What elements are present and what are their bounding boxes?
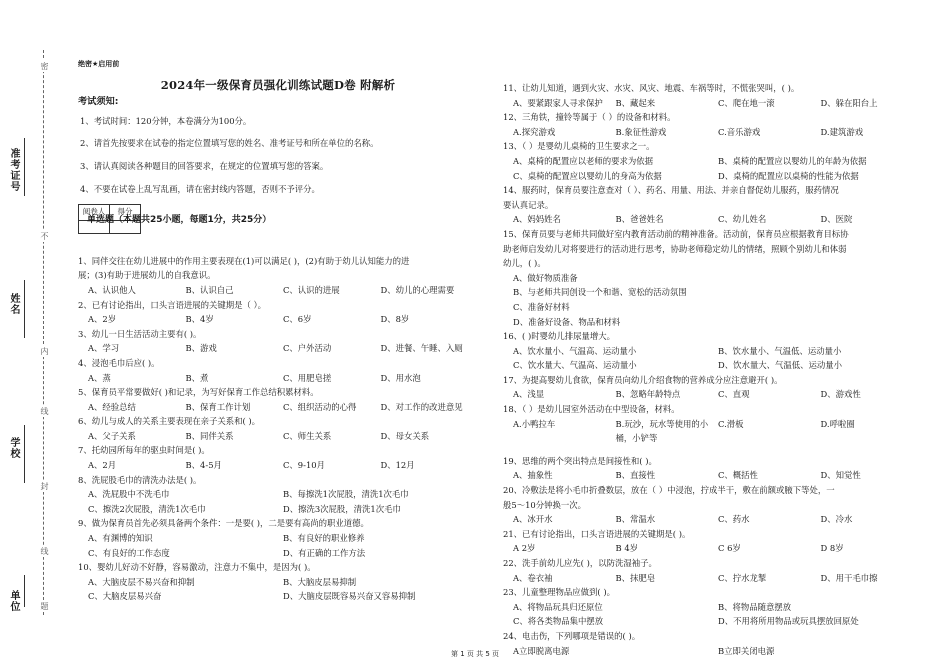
answer-option[interactable]: B、直接性	[615, 470, 656, 481]
answer-option[interactable]: D、进餐、午睡、入厕	[380, 343, 463, 354]
answer-option[interactable]: A、桌椅的配置应以老师的要求为依据	[513, 155, 654, 166]
question-item	[78, 560, 478, 604]
question-stem: 6、幼儿与成人的关系主要表现在亲子关系和( )。	[78, 416, 261, 427]
answer-option[interactable]: B、有良好的职业修养	[283, 533, 365, 544]
grader-label: 阅卷人	[79, 205, 110, 221]
answer-option[interactable]: A、大脑皮层不易兴奋和抑制	[88, 576, 195, 587]
question-stem: 13、（ ）是婴幼儿桌椅的卫生要求之一。	[503, 141, 655, 152]
answer-option[interactable]: B、爸爸姓名	[615, 214, 664, 225]
answer-option[interactable]: A、要紧跟家人寻求保护	[513, 97, 603, 108]
answer-option[interactable]: D.呼啦圈	[820, 418, 855, 429]
question-item	[78, 327, 478, 356]
answer-option[interactable]: A立即脱离电源	[513, 645, 570, 656]
question-stem: 3、幼儿一日生活活动主要有( )。	[78, 328, 202, 339]
option-row	[503, 571, 923, 586]
answer-option[interactable]: A、认识他人	[88, 284, 136, 295]
answer-option[interactable]: A、妈妈姓名	[513, 214, 561, 225]
question-stem: 23、儿童整理物品应做到( )。	[503, 587, 615, 598]
option-row	[503, 96, 923, 111]
answer-option[interactable]: B、与老师共同创设一个和谐、宽松的活动氛围	[513, 287, 687, 298]
option-row	[78, 283, 478, 298]
unit-underline	[24, 575, 25, 607]
answer-option[interactable]: C、桌椅的配置应以婴幼儿的身高为依据	[513, 170, 662, 181]
option-row	[503, 358, 923, 373]
answer-option[interactable]: A、做好物质准备	[513, 272, 578, 283]
answer-option[interactable]: B、大脑皮层易抑制	[283, 576, 357, 587]
answer-option[interactable]: B、认识自己	[185, 284, 234, 295]
answer-option[interactable]: B、每擦洗1次屁股，清洗1次毛巾	[283, 489, 409, 500]
score-label: 得分	[110, 205, 141, 221]
answer-option[interactable]: B立即关闭电源	[718, 645, 775, 656]
seal-mark: 封	[40, 482, 49, 490]
option-row	[503, 541, 923, 556]
answer-option[interactable]: A、父子关系	[88, 430, 136, 441]
question-item	[78, 443, 478, 472]
question-item	[503, 183, 923, 227]
answer-option[interactable]: A、浅显	[513, 389, 545, 400]
answer-option[interactable]: B 4岁	[615, 543, 639, 554]
option-row	[503, 387, 923, 402]
answer-option[interactable]: B、将物品随意摆放	[718, 601, 792, 612]
option-row	[503, 154, 923, 169]
question-item	[78, 414, 478, 443]
question-stem: 14、服药时，保育员要注意查对（ ）、药名、用量、用法、并亲自督促幼儿服药，服药情况	[503, 185, 839, 196]
question-stem: 21、已有讨论指出，口头言语进展的关键期是( )。	[503, 528, 691, 539]
question-item	[78, 473, 478, 517]
question-stem: 9、做为保育员首先必须具备两个条件：一是要( )，二是要有高尚的职业道德。	[78, 518, 369, 529]
question-stem: 1、同伴交往在幼儿进展中的作用主要表现在(1)可以满足( )，(2)有助于幼儿认知能力的进	[78, 255, 410, 266]
answer-option[interactable]: C、6岁	[283, 314, 312, 325]
school-underline	[24, 425, 25, 483]
question-item	[78, 356, 478, 385]
answer-option[interactable]: C、直观	[718, 389, 750, 400]
question-stem: 17、为提高婴幼儿食欲，保育员向幼儿介绍食物的营养成分应注意避开( )。	[503, 374, 783, 385]
exam-notes	[78, 114, 478, 196]
question-stem: 2、已有讨论指出，口头言语进展的关键期是（ ）。	[78, 299, 267, 310]
option-row	[503, 300, 923, 315]
answer-option[interactable]: B.玩沙，玩水等使用的小桶，小铲等	[615, 418, 709, 444]
answer-option[interactable]: A、经验总结	[88, 401, 136, 412]
answer-option[interactable]: C、将各类物品集中摆放	[513, 616, 604, 627]
question-item	[78, 298, 478, 327]
answer-option[interactable]: D 8岁	[820, 543, 844, 554]
answer-option[interactable]: A、卷衣袖	[513, 572, 553, 583]
answer-option[interactable]: B、4岁	[185, 314, 214, 325]
seal-mark: 线	[40, 547, 49, 555]
answer-option[interactable]: C、概括性	[718, 470, 758, 481]
answer-option[interactable]: C、饮水量大、气温高、运动量小	[513, 360, 637, 371]
question-item	[503, 454, 923, 483]
answer-option[interactable]: A、2岁	[88, 314, 117, 325]
answer-option[interactable]: A、冰开水	[513, 514, 553, 525]
answer-option[interactable]: D、12月	[380, 460, 415, 471]
question-stem: 16、( )时婴幼儿排尿量增大。	[503, 331, 615, 342]
answer-option[interactable]: A、2月	[88, 460, 117, 471]
question-item	[78, 254, 478, 298]
seal-mark: 密	[40, 62, 49, 70]
answer-option[interactable]: A、学习	[88, 343, 120, 354]
answer-option[interactable]: D、幼儿的心理需要	[380, 284, 455, 295]
answer-option[interactable]: D、知觉性	[820, 470, 861, 481]
option-row	[503, 285, 923, 300]
binding-margin	[0, 0, 60, 671]
option-row	[503, 212, 923, 227]
answer-option[interactable]: C 6岁	[718, 543, 741, 554]
question-stem: 11、让幼儿知道，遇到火灾、水灾、风灾、地震、车祸等时，不慌张哭叫，( )。	[503, 83, 800, 93]
answer-option[interactable]: D、用水泡	[380, 372, 421, 383]
answer-option[interactable]: A、有渊博的知识	[88, 533, 153, 544]
answer-option[interactable]: C、爬在地一滚	[718, 97, 775, 108]
question-item	[503, 110, 923, 139]
answer-option[interactable]: C、有良好的工作态度	[88, 547, 170, 558]
question-stem: 展；(3)有助于进展幼儿的自我意识。	[78, 270, 216, 281]
question-stem: 5、保育员平常要做好( )和记录，为写好保育工作总结积累材料。	[78, 387, 319, 398]
name-underline	[24, 280, 25, 338]
answer-option[interactable]: D、医院	[820, 214, 853, 225]
question-item	[503, 81, 923, 110]
option-row	[78, 312, 478, 327]
answer-option[interactable]: D、用干毛巾擦	[820, 572, 878, 583]
exam-note: 2、请首先按要求在试卷的指定位置填写您的姓名、准考证号和所在单位的名称。	[80, 138, 379, 149]
question-stem: 22、洗手前幼儿应先( )，以防洗湿袖子。	[503, 558, 657, 568]
answer-option[interactable]: A、洗屁股中不洗毛巾	[88, 489, 170, 500]
answer-option[interactable]: D、游戏性	[820, 389, 861, 400]
option-row	[503, 169, 923, 184]
question-list-right	[503, 81, 923, 658]
answer-option[interactable]: C、药水	[718, 514, 750, 525]
question-stem: 8、洗屁股毛巾的清洗办法是( )。	[78, 474, 202, 485]
answer-option[interactable]: A、饮水量小、气温高、运动量小	[513, 345, 637, 356]
question-stem: 7、托幼园所每年的驱虫时间是( )。	[78, 445, 210, 456]
answer-option[interactable]: C、认识的进展	[283, 284, 340, 295]
question-list-left	[78, 254, 478, 604]
question-stem: 10、婴幼儿好动不好静，容易激动，注意力不集中，是因为( )。	[78, 562, 316, 573]
page-title: 2024年一级保育员强化训练试题D卷 附解析	[160, 77, 396, 92]
answer-option[interactable]: A、抽象性	[513, 470, 553, 481]
answer-option[interactable]: A、蒸	[88, 372, 111, 383]
answer-option[interactable]: B.象征性游戏	[615, 126, 667, 137]
answer-option[interactable]: C、拧水龙掣	[718, 572, 767, 583]
answer-option[interactable]: D、桌椅的配置应以桌椅的性能为依据	[718, 170, 859, 181]
answer-option[interactable]: C.音乐游戏	[718, 126, 761, 137]
answer-option[interactable]: B、保育工作计划	[185, 401, 251, 412]
answer-option[interactable]: A.小鸭拉车	[513, 418, 556, 429]
option-row	[78, 575, 478, 590]
option-row	[78, 546, 478, 561]
question-item	[503, 585, 923, 629]
secret-mark: 绝密★启用前	[78, 60, 120, 68]
question-stem: 要认真记录。	[503, 199, 554, 210]
answer-option[interactable]: D、8岁	[380, 314, 410, 325]
option-row	[503, 315, 923, 330]
answer-option[interactable]: B、常温水	[615, 514, 656, 525]
binding-label: 学校	[8, 437, 19, 459]
answer-option[interactable]: C、师生关系	[283, 430, 332, 441]
answer-option[interactable]: D.建筑游戏	[820, 126, 864, 137]
question-item	[503, 227, 923, 329]
seal-mark: 线	[40, 407, 49, 415]
option-row	[78, 531, 478, 546]
question-stem: 助老师启发幼儿对将要进行的活动进行思考，协助老师稳定幼儿的情绪，照顾个别幼儿和体弱	[503, 243, 847, 254]
question-item	[503, 402, 923, 446]
option-row	[503, 344, 923, 359]
answer-option[interactable]: D、躲在阳台上	[820, 97, 878, 108]
option-row	[503, 417, 923, 446]
answer-option[interactable]: B、藏起来	[615, 97, 656, 108]
answer-option[interactable]: B、煮	[185, 372, 209, 383]
page-footer: 第 1 页 共 5 页	[450, 650, 500, 658]
option-row	[503, 125, 923, 140]
question-stem: 4、浸泡毛巾后应( )。	[78, 357, 160, 368]
question-item	[503, 556, 923, 585]
option-row	[503, 468, 923, 483]
answer-option[interactable]: B、同伴关系	[185, 430, 234, 441]
option-row	[78, 458, 478, 473]
seal-mark: 题	[40, 602, 49, 610]
answer-option[interactable]: B、游戏	[185, 343, 217, 354]
exam-note: 1、考试时间：120分钟，本卷满分为100分。	[80, 115, 252, 126]
question-stem: 24、电击伤，下列哪项是错误的( )。	[503, 630, 641, 641]
binding-label: 姓名	[8, 293, 19, 315]
question-item	[503, 329, 923, 373]
option-row	[78, 400, 478, 415]
question-item	[503, 373, 923, 402]
answer-option[interactable]: C、组织活动的心得	[283, 401, 357, 412]
answer-option[interactable]: D、有正确的工作方法	[283, 547, 366, 558]
question-stem: 15、保育员要与老师共同做好室内教育活动前的精神准备。活动前，保育员应根据教育目标协	[503, 228, 849, 239]
option-row	[503, 271, 923, 286]
option-row	[78, 371, 478, 386]
section-heading: 单选题（本题共25小题，每题1分，共25分）	[87, 215, 272, 225]
question-item	[78, 516, 478, 560]
option-row	[78, 341, 478, 356]
question-item	[503, 483, 923, 527]
answer-option[interactable]: D、冷水	[820, 514, 853, 525]
option-row	[503, 600, 923, 615]
answer-option[interactable]: D、对工作的改进意见	[380, 401, 463, 412]
exam-number-underline	[24, 138, 25, 196]
binding-label: 准考证号	[8, 148, 19, 192]
left-column	[78, 54, 478, 604]
question-stem: 幼儿，( )。	[503, 258, 546, 269]
answer-option[interactable]: C、9-10月	[283, 460, 325, 471]
question-stem: 19、思维的两个突出特点是间接性和( )。	[503, 455, 657, 466]
question-stem: 20、冷敷法是将小毛巾折叠数层，放在（ ）中浸泡，拧成半干，敷在前额或腋下等处，一	[503, 485, 835, 496]
notes-title: 考试须知:	[78, 96, 119, 108]
answer-option[interactable]: B、抹肥皂	[615, 572, 656, 583]
question-stem: 般5～10分钟换一次。	[503, 499, 586, 510]
answer-option[interactable]: A、将物品玩具归还原位	[513, 601, 603, 612]
option-row	[503, 512, 923, 527]
answer-option[interactable]: C、准备好材料	[513, 301, 570, 312]
question-stem: 18、（ ）是幼儿园室外活动在中型设备，材料。	[503, 404, 680, 415]
answer-option[interactable]: D、准备好设备、物品和材料	[513, 316, 621, 327]
answer-option[interactable]: D、不用将所用物品或玩具摆放回原处	[718, 616, 859, 627]
seal-line	[43, 50, 44, 615]
option-row	[503, 614, 923, 629]
answer-option[interactable]: C、用肥皂搓	[283, 372, 332, 383]
answer-option[interactable]: C、大脑皮层易兴奋	[88, 591, 162, 602]
option-row	[78, 429, 478, 444]
answer-option[interactable]: A 2岁	[513, 543, 536, 554]
answer-option[interactable]: D、擦洗3次屁股，清洗1次毛巾	[283, 503, 401, 514]
answer-option[interactable]: C、户外活动	[283, 343, 332, 354]
answer-option[interactable]: C.滑板	[718, 418, 744, 429]
exam-note: 4、不要在试卷上乱写乱画，请在密封线内答题，否则不予评分。	[80, 183, 320, 194]
exam-note: 3、请认真阅读各种题目的回答要求，在规定的位置填写您的答案。	[80, 160, 329, 171]
option-row	[78, 502, 478, 517]
answer-option[interactable]: B、饮水量小、气温低、运动量小	[718, 345, 842, 356]
answer-option[interactable]: C、擦洗2次屁股，清洗1次毛巾	[88, 503, 206, 514]
answer-option[interactable]: B、忽略年龄特点	[615, 389, 681, 400]
question-item	[503, 139, 923, 183]
answer-option[interactable]: A.探究游戏	[513, 126, 556, 137]
answer-option[interactable]: C、幼儿姓名	[718, 214, 767, 225]
answer-option[interactable]: B、桌椅的配置应以婴幼儿的年龄为依据	[718, 155, 867, 166]
answer-option[interactable]: D、母女关系	[380, 430, 430, 441]
question-stem: 12、三角铁，撞铃等属于（ ）的设备和材料。	[503, 112, 676, 123]
option-row	[78, 487, 478, 502]
option-row	[78, 589, 478, 604]
answer-option[interactable]: D、大脑皮层既容易兴奋又容易抑制	[283, 591, 416, 602]
right-column	[503, 81, 923, 658]
question-item	[503, 527, 923, 556]
question-item	[78, 385, 478, 414]
seal-mark: 内	[40, 347, 49, 355]
answer-option[interactable]: B、4-5月	[185, 460, 222, 471]
binding-label: 单位	[8, 590, 19, 612]
seal-mark: 不	[40, 232, 49, 240]
answer-option[interactable]: D、饮水量大、气温低、运动量小	[718, 360, 842, 371]
